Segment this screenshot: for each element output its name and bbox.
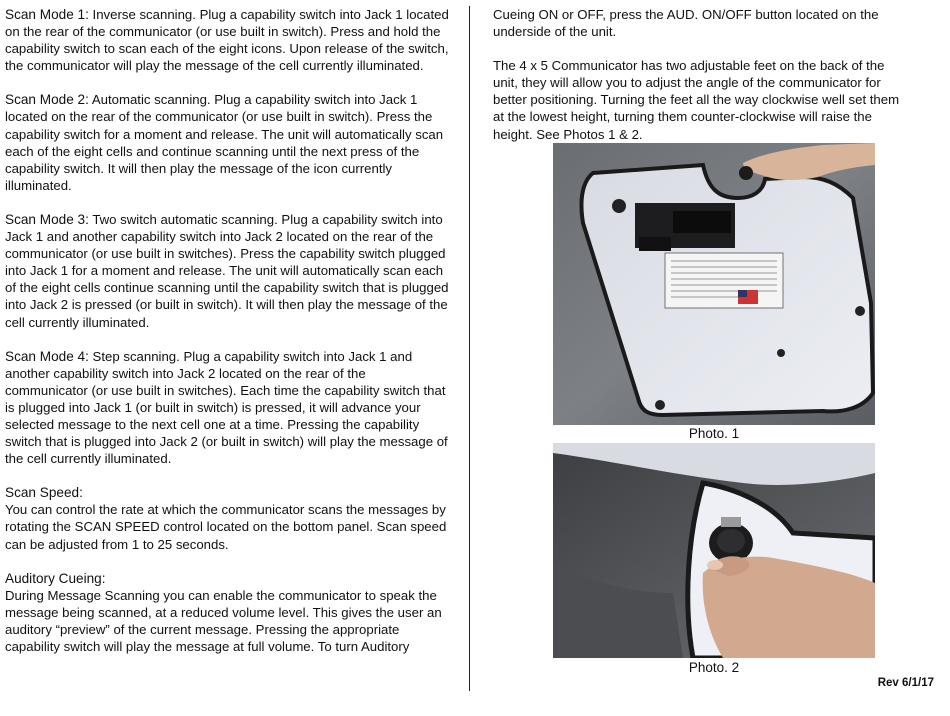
auditory-cueing-paragraph [5, 570, 450, 655]
scan-mode-2-text: Automatic scanning. Plug a capability switch into Jack 1 located on the rear of the communicator (or use built in switch). Press the capability switch for a moment and release. The unit will automatically scan each of the eight cells and continue scanning until the next press of the capability switch. It will then play the message of the icon currently illuminated. [5, 92, 444, 193]
adjustable-foot-photo [553, 443, 875, 658]
revision-label: Rev 6/1/17 [877, 677, 934, 689]
auditory-cueing-text: During Message Scanning you can enable the communicator to speak the message being scanned, at a reduced volume level. This gives the user an auditory “preview” of the current message. Pressing the appropriate capability switch will play the message at full volume. To turn Auditory [5, 587, 442, 654]
communicator-back-photo [553, 143, 875, 425]
adjustable-feet-paragraph: The 4 x 5 Communicator has two adjustable feet on the back of the unit, they will allow you to adjust the angle of the communicator for better positioning. Turning the feet all the way clockwise well set them at the lowest height, turning them counter-clockwise will raise the height. See Photos 1 & 2. [493, 58, 900, 142]
scan-mode-2-paragraph [5, 91, 450, 194]
scan-mode-1-heading: Scan Mode 1: [5, 7, 89, 22]
scan-mode-1-paragraph [5, 6, 450, 74]
scan-mode-3-paragraph [5, 211, 450, 331]
left-column [5, 6, 450, 655]
scan-mode-2-heading: Scan Mode 2: [5, 92, 89, 108]
scan-mode-3-heading: Scan Mode 3: [5, 211, 89, 227]
column-divider [469, 6, 470, 691]
scan-speed-text: You can control the rate at which the communicator scans the messages by rotating the SCAN SPEED control located on the bottom panel. Scan speed can be adjusted from 1 to 25 seconds. [5, 502, 447, 552]
scan-mode-3-text: Two switch automatic scanning. Plug a capability switch into Jack 1 and another capability switch into Jack 2 located on the rear of the communicator (or use built in switches). Press the capability switch plugged into Jack 1 for a moment and release. The unit will automatically scan each of the eight cells continue scanning until the capability switch that is plugged into Jack 2 is pressed (or built in switch). It will then play the message of the cell currently illuminated. [5, 211, 449, 330]
photo-2-caption: Photo. 2 [688, 660, 740, 675]
auditory-cueing-heading: Auditory Cueing: [5, 570, 106, 586]
scan-mode-4-paragraph [5, 348, 450, 468]
scan-mode-4-heading: Scan Mode 4: [5, 348, 89, 364]
photo-1-caption: Photo. 1 [688, 426, 740, 441]
scan-speed-heading: Scan Speed: [5, 485, 83, 501]
auditory-cueing-continued: Cueing ON or OFF, press the AUD. ON/OFF button located on the underside of the unit. [493, 7, 879, 40]
scan-speed-paragraph [5, 484, 450, 552]
scan-mode-1-text: Inverse scanning. Plug a capability switch into Jack 1 located on the rear of the communicator (or use built in switch). Press and hold the capability switch to scan each of the eight icons. Upon release of the switch, the communicator will play the message of the cell currently illuminated. [5, 7, 449, 74]
scan-mode-4-text: Step scanning. Plug a capability switch into Jack 1 and another capability switch into Jack 2 located on the rear of the communicator (or use built in switches). Each time the capability switch that is plugged into Jack 1 (or built in switch) is pressed, it will advance your selected message to the next cell one at a time. Pressing the capability switch that is plugged into Jack 2 (or built in switch) will play the message of the cell currently illuminated. [5, 348, 448, 467]
right-column [493, 6, 913, 160]
